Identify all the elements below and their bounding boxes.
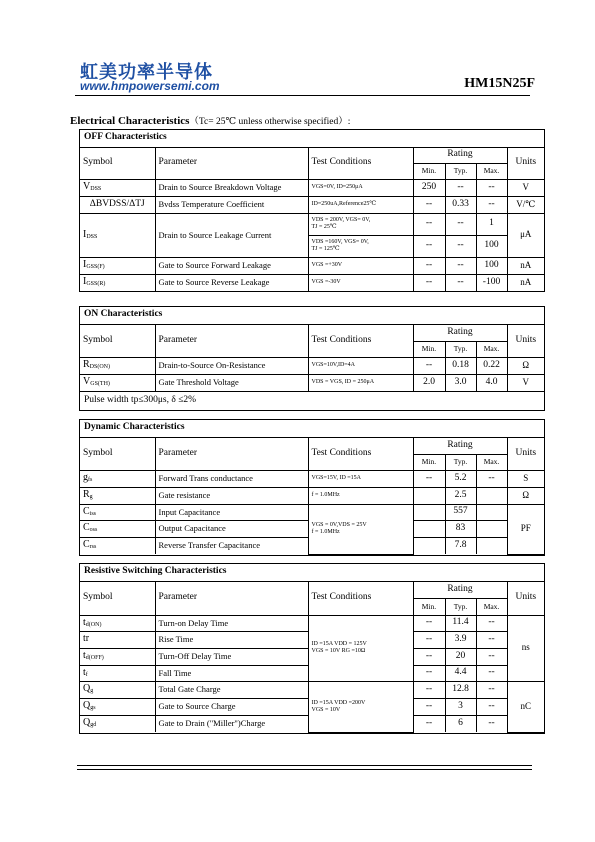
parameter-cell: Turn-on Delay Time [155, 615, 308, 631]
min-cell: -- [413, 357, 445, 374]
table-row [80, 357, 544, 374]
max-cell: 100 [476, 235, 507, 257]
header-rule [75, 95, 530, 96]
max-cell: -- [476, 179, 507, 196]
table-row [80, 374, 544, 391]
company-logo-chinese: 虹美功率半导体 [80, 62, 213, 83]
min-cell: 250 [413, 179, 445, 196]
symbol-cell: $Q_{gd}$ [80, 715, 155, 732]
typ-cell: 5.2 [445, 470, 476, 487]
col-parameter: Parameter [155, 581, 308, 615]
min-cell [413, 487, 445, 504]
max-cell [476, 504, 507, 520]
unit-cell: nA [507, 257, 544, 274]
typ-cell: 3.0 [445, 374, 476, 391]
max-cell: -- [476, 196, 507, 213]
max-cell: -- [476, 715, 507, 732]
condition-cell: VGS=15V, ID =15A [308, 470, 413, 487]
switching-title: Resistive Switching Characteristics [80, 564, 544, 581]
off-title: OFF Characteristics [80, 130, 544, 147]
unit-cell: V/℃ [507, 196, 544, 213]
parameter-cell: Turn-Off Delay Time [155, 648, 308, 665]
parameter-cell: Rise Time [155, 631, 308, 648]
max-cell: 4.0 [476, 374, 507, 391]
col-test-conditions: Test Conditions [308, 147, 413, 179]
typ-cell: 6 [445, 715, 476, 732]
parameter-cell: Forward Trans conductance [155, 470, 308, 487]
max-cell: -- [476, 665, 507, 681]
min-cell: -- [413, 213, 445, 235]
symbol-cell: $Q_g$ [80, 681, 155, 698]
typ-cell: 0.18 [445, 357, 476, 374]
col-test-conditions: Test Conditions [308, 324, 413, 357]
parameter-cell: Gate resistance [155, 487, 308, 504]
symbol-cell: $C_{rss}$ [80, 537, 155, 554]
symbol-cell: $C_{oss}$ [80, 520, 155, 537]
min-cell [413, 520, 445, 537]
symbol-cell: $R_{DS(ON)}$ [80, 357, 155, 374]
dynamic-title: Dynamic Characteristics [80, 420, 544, 437]
typ-cell: -- [445, 179, 476, 196]
min-cell: -- [413, 698, 445, 715]
max-cell: -- [476, 698, 507, 715]
typ-cell: -- [445, 274, 476, 291]
unit-cell: Ω [507, 487, 544, 504]
unit-cell: S [507, 470, 544, 487]
min-cell: -- [413, 648, 445, 665]
condition-cell: VGS =+30V [308, 257, 413, 274]
col-min: Min. [413, 598, 445, 615]
typ-cell: 12.8 [445, 681, 476, 698]
col-units: Units [507, 437, 544, 470]
table-row [80, 196, 544, 213]
col-rating: Rating [413, 581, 507, 598]
col-min: Min. [413, 454, 445, 470]
col-parameter: Parameter [155, 147, 308, 179]
parameter-cell: Gate to Source Forward Leakage [155, 257, 308, 274]
col-rating: Rating [413, 437, 507, 454]
unit-cell: ns [507, 615, 544, 681]
col-symbol: Symbol [80, 147, 155, 179]
symbol-cell: $V_{DSS}$ [80, 179, 155, 196]
heading-title: Electrical Characteristics [70, 115, 190, 127]
symbol-cell: $R_g$ [80, 487, 155, 504]
min-cell: -- [413, 235, 445, 257]
symbol-cell: $V_{GS(TH)}$ [80, 374, 155, 391]
min-cell: -- [413, 615, 445, 631]
parameter-cell: Drain-to-Source On-Resistance [155, 357, 308, 374]
min-cell: -- [413, 665, 445, 681]
parameter-cell: Gate to Source Reverse Leakage [155, 274, 308, 291]
typ-cell: 7.8 [445, 537, 476, 554]
col-max: Max. [476, 163, 507, 179]
col-units: Units [507, 324, 544, 357]
section-heading [70, 113, 350, 127]
col-symbol: Symbol [80, 324, 155, 357]
parameter-cell: Gate to Drain ("Miller")Charge [155, 715, 308, 732]
symbol-cell: $C_{iss}$ [80, 504, 155, 520]
min-cell: 2.0 [413, 374, 445, 391]
unit-cell: V [507, 179, 544, 196]
table-row [80, 470, 544, 487]
col-test-conditions: Test Conditions [308, 581, 413, 615]
max-cell: -100 [476, 274, 507, 291]
typ-cell: 2.5 [445, 487, 476, 504]
col-symbol: Symbol [80, 581, 155, 615]
typ-cell: 557 [445, 504, 476, 520]
symbol-cell: $Q_{gs}$ [80, 698, 155, 715]
symbol-cell: $t_f$ [80, 665, 155, 681]
typ-cell: 83 [445, 520, 476, 537]
typ-cell: 3.9 [445, 631, 476, 648]
condition-cell: VDS = VGS, ID = 250μA [308, 374, 413, 391]
off-characteristics-table [79, 129, 545, 292]
parameter-cell: Input Capacitance [155, 504, 308, 520]
heading-condition: （Tc= 25℃ unless otherwise specified）: [189, 117, 351, 127]
min-cell: -- [413, 631, 445, 648]
typ-cell: 0.33 [445, 196, 476, 213]
typ-cell: 20 [445, 648, 476, 665]
max-cell: -- [476, 615, 507, 631]
col-rating: Rating [413, 147, 507, 163]
min-cell [413, 504, 445, 520]
max-cell [476, 487, 507, 504]
max-cell: -- [476, 681, 507, 698]
condition-cell: VGS=10V,ID=4A [308, 357, 413, 374]
min-cell: -- [413, 257, 445, 274]
switching-characteristics-table [79, 563, 545, 734]
max-cell [476, 520, 507, 537]
footer-rule [77, 765, 532, 766]
col-typ: Typ. [445, 598, 476, 615]
col-parameter: Parameter [155, 437, 308, 470]
min-cell: -- [413, 196, 445, 213]
max-cell: 100 [476, 257, 507, 274]
unit-cell: nC [507, 681, 544, 732]
pulse-width-note: Pulse width tp≤300μs, δ ≤2% [80, 391, 544, 410]
min-cell: -- [413, 470, 445, 487]
max-cell: 1 [476, 213, 507, 235]
condition-cell: ID =15A VDD =200V VGS = 10V [308, 681, 413, 732]
condition-cell: VGS=0V, ID=250μA [308, 179, 413, 196]
parameter-cell: Output Capacitance [155, 520, 308, 537]
condition-cell: VDS =160V, VGS= 0V, TJ = 125℃ [308, 235, 413, 257]
col-min: Min. [413, 341, 445, 357]
unit-cell: μA [507, 213, 544, 257]
company-website[interactable]: www.hmpowersemi.com [80, 79, 220, 93]
symbol-cell: $I_{GSS(R)}$ [80, 274, 155, 291]
symbol-cell: $g_{fs}$ [80, 470, 155, 487]
min-cell: -- [413, 274, 445, 291]
symbol-cell: $t_{d(OFF)}$ [80, 648, 155, 665]
col-units: Units [507, 147, 544, 179]
typ-cell: -- [445, 257, 476, 274]
symbol-cell: tr [80, 631, 155, 648]
on-characteristics-table [79, 306, 545, 411]
parameter-cell: Gate to Source Charge [155, 698, 308, 715]
unit-cell: PF [507, 504, 544, 554]
parameter-cell: Fall Time [155, 665, 308, 681]
unit-cell: Ω [507, 357, 544, 374]
symbol-cell: $I_{GSS(F)}$ [80, 257, 155, 274]
col-max: Max. [476, 598, 507, 615]
condition-cell: f = 1.0MHz [308, 487, 413, 504]
parameter-cell: Drain to Source Breakdown Voltage [155, 179, 308, 196]
typ-cell: -- [445, 235, 476, 257]
min-cell: -- [413, 681, 445, 698]
min-cell [413, 537, 445, 554]
on-title: ON Characteristics [80, 307, 544, 324]
footer-rule-thin [77, 769, 532, 770]
parameter-cell: Reverse Transfer Capacitance [155, 537, 308, 554]
table-row [80, 274, 544, 291]
max-cell [476, 537, 507, 554]
col-typ: Typ. [445, 454, 476, 470]
max-cell: -- [476, 648, 507, 665]
col-max: Max. [476, 341, 507, 357]
col-rating: Rating [413, 324, 507, 341]
col-parameter: Parameter [155, 324, 308, 357]
typ-cell: 3 [445, 698, 476, 715]
dynamic-characteristics-table [79, 419, 545, 556]
table-row [80, 213, 544, 235]
table-row [80, 179, 544, 196]
symbol-cell: $I_{DSS}$ [80, 213, 155, 257]
parameter-cell: Bvdss Temperature Coefficient [155, 196, 308, 213]
table-row [80, 257, 544, 274]
min-cell: -- [413, 715, 445, 732]
col-units: Units [507, 581, 544, 615]
symbol-cell: ΔBVDSS/ΔTJ [80, 196, 155, 213]
condition-cell: VDS = 200V, VGS= 0V, TJ = 25℃ [308, 213, 413, 235]
unit-cell: V [507, 374, 544, 391]
table-row [80, 615, 544, 631]
unit-cell: nA [507, 274, 544, 291]
condition-cell: ID=250uA,Reference25℃ [308, 196, 413, 213]
parameter-cell: Drain to Source Leakage Current [155, 213, 308, 257]
table-row [80, 681, 544, 698]
max-cell: -- [476, 631, 507, 648]
condition-cell: ID =15A VDD = 125V VGS = 10V RG =10Ω [308, 615, 413, 681]
part-number: HM15N25F [464, 76, 535, 91]
condition-cell: VGS =-30V [308, 274, 413, 291]
col-max: Max. [476, 454, 507, 470]
typ-cell: 11.4 [445, 615, 476, 631]
typ-cell: -- [445, 213, 476, 235]
col-typ: Typ. [445, 341, 476, 357]
parameter-cell: Total Gate Charge [155, 681, 308, 698]
col-min: Min. [413, 163, 445, 179]
max-cell: 0.22 [476, 357, 507, 374]
parameter-cell: Gate Threshold Voltage [155, 374, 308, 391]
col-symbol: Symbol [80, 437, 155, 470]
condition-cell: VGS = 0V,VDS = 25V f = 1.0MHz [308, 504, 413, 554]
col-test-conditions: Test Conditions [308, 437, 413, 470]
col-typ: Typ. [445, 163, 476, 179]
table-row [80, 504, 544, 520]
max-cell: -- [476, 470, 507, 487]
typ-cell: 4.4 [445, 665, 476, 681]
table-row [80, 487, 544, 504]
symbol-cell: $t_{d(ON)}$ [80, 615, 155, 631]
